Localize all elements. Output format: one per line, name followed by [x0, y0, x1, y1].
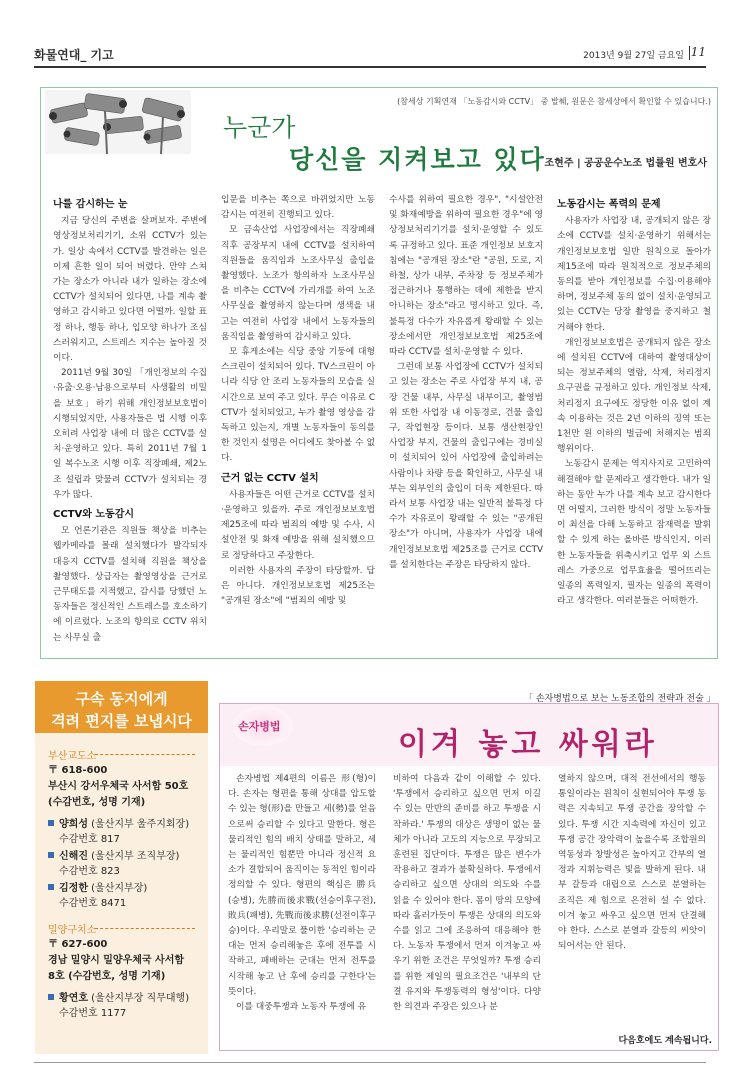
postcode: 〒 618-600: [48, 765, 108, 776]
source-note: (참세상 기획연재 「노동감시와 CCTV」 중 발췌, 원문은 참세상에서 확인할 수 있습니다.): [397, 97, 711, 106]
bullet-square-icon: [48, 884, 54, 890]
issue-date: 2013년 9월 27일 금요일: [583, 51, 684, 61]
prison-name: 부산교도소: [48, 751, 97, 762]
cctv-cameras-illustration: [45, 90, 191, 154]
paragraph: 손자병법 제4편의 이름은 形(형)이다. 손자는 형편을 통해 상대를 압도할 수 있는 형(形)을 만들고 세(勢)를 얻음으로써 승리할 수 있다고 말한다. 형은 물리적인 힘의 배치 상태를 말하고, 세는 물리적인 힘뿐만 아니라 정신적 요소가 결합되어 움직이는 동적인 힘이라 정의할 수 있다. 형편의 핵심은 勝兵(승병), 先勝而後求戰(선승이후구전), 敗兵(패병), 先戰而後求勝(선전이후구승)이다. 우리말로 풀이한 '승리하는 군대는 먼저 승리해놓은 후에 전투를 시작하고, 패배하는 군대는 먼저 전투를 시작해 놓고 난 후에 승리를 구한다'는 뜻이다.: [228, 774, 376, 997]
continued-note: 다음호에도 계속됩니다.: [618, 1036, 712, 1046]
article-column-2: [221, 193, 375, 609]
series-badge: 손자병법: [233, 706, 293, 746]
prisoner-entry: 양희성 (울산지부 울주지회장) 수감번호 817: [48, 817, 189, 847]
paragraph: 2011년 9월 30일 「개인정보의 수집·유출·오용·남용으로부터 사생활의 비밀을 보호」하기 위해 개인정보보호법이 시행되었지만, 사용자들은 법 시행 이후 오히려 사업장 내에 더 많은 CCTV를 설치·운영하고 있다. 특히 2011년 7월 1일 복수노조 시행 이후 직장폐쇄, 제2노조 설립과 맞물려 CCTV가 설치되는 경우가 많다.: [53, 368, 207, 500]
address-line: 경남 밀양시 밀양우체국 사서함: [48, 955, 185, 966]
article-column-3: [389, 193, 543, 573]
series-article: [219, 703, 719, 1051]
section-heading: CCTV와 노동감시: [53, 509, 135, 521]
article-author: 조현주 | 공공운수노조 법률원 변호사: [544, 158, 707, 169]
region-divider: [95, 928, 195, 929]
address-note: (수감번호, 성명 기재): [48, 797, 146, 808]
paragraph: 모 금속산업 사업장에서는 직장폐쇄 직후 공장부지 내에 CCTV를 설치하여 직원들을 움직임과 노조사무실 출입을 촬영했다. 노조가 항의하자 노조사무실을 비추는 CCTV에 가리개를 하여 노조사무실을 촬영하지 않는다며 생색을 내고는 여전히 사업장 내에서 노동자들의 움직임을 촬영하여 감시하고 있다.: [221, 225, 375, 342]
paragraph: 모 휴게소에는 식당 중앙 기둥에 대형 스크린이 설치되어 있다. TV스크린이 아니라 식당 안 조리 노동자들의 모습을 실시간으로 보여 주고 있다. 무슨 이유로 CCTV가 설치되었고, 누가 촬영 영상을 감독하고 있는지, 개별 노동자들이 동의를 한 것인지 설명은 어디에도 찾아볼 수 없다.: [221, 347, 375, 464]
prisoner-entry: 김정한 (울산지부장) 수감번호 8471: [48, 881, 147, 911]
main-article: [40, 87, 718, 659]
section-heading: 노동감시는 폭력의 문제: [557, 199, 661, 210]
article-title-line2: 당신을 지켜보고 있다: [289, 145, 546, 174]
paragraph: 개인정보보호법은 공개되지 않은 장소에 설치된 CCTV에 대하여 촬영대상이 되는 정보주체의 열람, 삭제, 처리정지 요구권을 규정하고 있다. 개인정보 삭제, 처리정지 요구에도 정당한 이유 없이 계속 이용하는 것은 2년 이하의 징역 또는 1천만 원 이하의 벌금에 처해지는 범죄행위이다.: [557, 337, 711, 455]
paragraph: 입문을 비추는 쪽으로 바뀌었지만 노동감시는 여전히 진행되고 있다.: [221, 195, 375, 221]
bullet-square-icon: [48, 820, 54, 826]
paragraph: 사용자가 사업장 내, 공개되지 않은 장소에 CCTV를 설치·운영하기 위해서는 개인정보보호법 일반 원칙으로 돌아가 제15조에 따라 원칙적으로 정보주체의 동의를 받아 개인정보를 수집·이용해야 하며, 정보주체 동의 없이 설치·운영되고 있는 CCTV는 당장 촬영을 중지하고 철거해야 한다.: [557, 216, 711, 333]
article-title-line1: 누군가: [223, 113, 296, 142]
header-rule: [34, 66, 706, 68]
paragraph: 이러한 사용자의 주장이 타당할까. 답은 아니다. 개인정보보호법 제25조는 "공개된 장소"에 "범죄의 예방 및: [221, 565, 375, 607]
letter-box-title: [35, 681, 208, 733]
prisoner-entry: 황연호 (울산지부장 직무대행) 수감번호 1177: [48, 991, 189, 1021]
series-column-1: [228, 772, 376, 1015]
letter-box-title-line1: 구속 동지에게: [75, 690, 168, 708]
paragraph: 이를 대중투쟁과 노동자 투쟁에 유: [236, 1002, 367, 1013]
series-column-3: [558, 772, 706, 954]
prisoner-entry: 신해진 (울산지부 조직부장) 수감번호 823: [48, 849, 179, 879]
postcode: 〒 627-600: [48, 939, 108, 950]
page-number: 11: [690, 45, 706, 59]
region-divider: [95, 754, 195, 755]
article-column-1: [53, 193, 207, 646]
article-column-4: [557, 193, 711, 609]
series-kicker: 「 손자병법으로 보는 노동조합의 전략과 전술 」: [524, 694, 716, 704]
bullet-square-icon: [48, 994, 54, 1000]
page-header: [34, 44, 706, 66]
paragraph: 비하여 다음과 같이 이해할 수 있다. '투쟁에서 승리하고 싶으면 먼저 이길 수 있는 만반의 준비를 하고 투쟁을 시작하라.' 투쟁의 대상은 생명이 없는 물체가 아니라 고도의 지능으로 무장되고 훈련된 집단이다. 투쟁은 많은 변수가 작용하고 결과가 불확실하다. 투쟁에서 승리하고 싶으면 상대의 의도와 수를 읽을 수 있어야 한다. 몸이 땅의 모양에 따라 흘러가듯이 투쟁은 상대의 의도와 수를 읽고 그에 조응하여 대응해야 한다. 노동자 투쟁에서 먼저 이겨놓고 싸우기 위한 조건은 무엇일까? 투쟁 승리를 위한 제일의 필요조건은 '내부의 단결 유지와 투쟁동력의 형성'이다. 다양한 의견과 주장은 있으나 분: [393, 774, 541, 1013]
series-title: 이겨 놓고 싸워라: [398, 727, 658, 762]
paragraph: 지금 당신의 주변을 살펴보자. 주변에 영상정보처리기기, 소위 CCTV가 있는가. 일상 속에서 CCTV를 발견하는 일은 이제 흔한 일이 되어 버렸다. 만약 스쳐가는 장소가 아니라 내가 일하는 장소에 CCTV가 설치되어 있다면, 나를 계속 촬영하고 감시하고 있다면 어떨까. 일할 표정 하나, 행동 하나, 입모양 하나가 조심스러워지고, 스트레스 지수는 높아질 것이다.: [53, 216, 207, 364]
paragraph: 열하지 않으며, 대적 전선에서의 행동통일이라는 원칙이 실현되어야 투쟁 동력은 지속되고 투쟁 공간을 장악할 수 있다. 투쟁 시간 지속력에 자신이 있고 투쟁 공간 장악력이 높을수록 조합원의 역동성과 창발성은 높아지고 간부의 열정과 지휘능력은 빛을 발하게 된다. 내부 갈등과 대립으로 스스로 분열하는 조직은 제 힘으로 온전히 설 수 없다. 이겨 놓고 싸우고 싶으면 먼저 단결해야 한다. 스스로 분열과 갈등의 씨앗이 되어서는 안 된다.: [558, 774, 706, 952]
letter-box-title-line2: 격려 편지를 보냅시다: [51, 712, 192, 730]
letter-box: [35, 681, 208, 1054]
paragraph: 모 언론기관은 직원들 책상을 비추는 웹카메라를 몰래 설치했다가 발각되자 대응지 CCTV를 설치해 직원을 책상을 촬영했다. 상급자는 촬영영상을 근거로 근무태도를 지적했고, 감시를 당했던 노동자들은 정신적인 스트레스를 호소하기에 이르렀다. 노조의 항의로 CCTV 위치는 사무실 출: [53, 526, 207, 643]
address-note: 8호 (수감번호, 성명 기재): [48, 971, 166, 982]
paragraph: 그런데 보통 사업장에 CCTV가 설치되고 있는 장소는 주로 사업장 부지 내, 공장 건물 내부, 사무실 내부이고, 촬영범위 또한 사업장 내 이동경로, 건물 출입구, 작업현장 등이다. 보통 생산현장인 사업장 부지, 건물의 출입구에는 경비실이 설치되어 있어 사업장에 출입하려는 사람이나 차량 등을 확인하고, 사무실 내부는 외부인의 출입이 더욱 제한된다. 따라서 보통 사업장 내는 일반적 불특정 다수가 자유로이 왕래할 수 있는 "공개된 장소"가 아니며, 사용자가 사업장 내에 개인정보보호법 제25조를 근거로 CCTV를 설치한다는 주장은 타당하지 않다.: [389, 362, 543, 570]
paragraph: 사용자들은 어떤 근거로 CCTV를 설치·운영하고 있을까. 주로 개인정보보호법 제25조에 따라 범죄의 예방 및 수사, 시설안전 및 화재 예방을 위해 설치했으므로 정당하다고 주장한다.: [221, 489, 375, 561]
address-line: 부산시 강서우체국 사서함 50호: [48, 781, 189, 792]
section-heading: 나를 감시하는 눈: [53, 199, 128, 210]
footer-rule: [34, 1062, 706, 1063]
paragraph: 수사를 위하여 필요한 경우", "시설안전 및 화재예방을 위하여 필요한 경우"에 영상정보처리기기를 설치·운영할 수 있도록 규정하고 있다. 표준 개인정보 보호지침에는 "공개된 장소"란 "공원, 도로, 지하철, 상가 내부, 주차장 등 정보주체가 접근하거나 통행하는 데에 제한을 받지 아니하는 장소"라고 명시하고 있다. 즉, 불특정 다수가 자유롭게 왕래할 수 있는 장소에서만 개인정보보호법 제25조에 따라 CCTV를 설치·운영할 수 있다.: [389, 195, 543, 358]
section-name: 화물연대_ 기고: [34, 48, 114, 62]
series-header: [220, 704, 718, 766]
paragraph: 노동감시 문제는 역지사지로 고민하여 해결해야 할 문제라고 생각한다. 내가 일하는 동안 누가 나를 계속 보고 감시한다면 어떨지, 그러한 방식이 정말 노동자들이 최선을 다해 노동하고 잠재력을 발휘할 수 있게 하는 올바른 방식인지, 이러한 노동자들을 위축시키고 업무 외 스트레스 가중으로 업무효율을 떨어뜨리는 일종의 폭력일지, 필자는 일종의 폭력이라고 생각한다. 여러분들은 어떠한가.: [557, 459, 711, 607]
series-column-2: [393, 772, 541, 1015]
bullet-square-icon: [48, 852, 54, 858]
prison-name: 밀양구치소: [48, 925, 97, 936]
section-heading: 근거 없는 CCTV 설치: [221, 472, 319, 484]
